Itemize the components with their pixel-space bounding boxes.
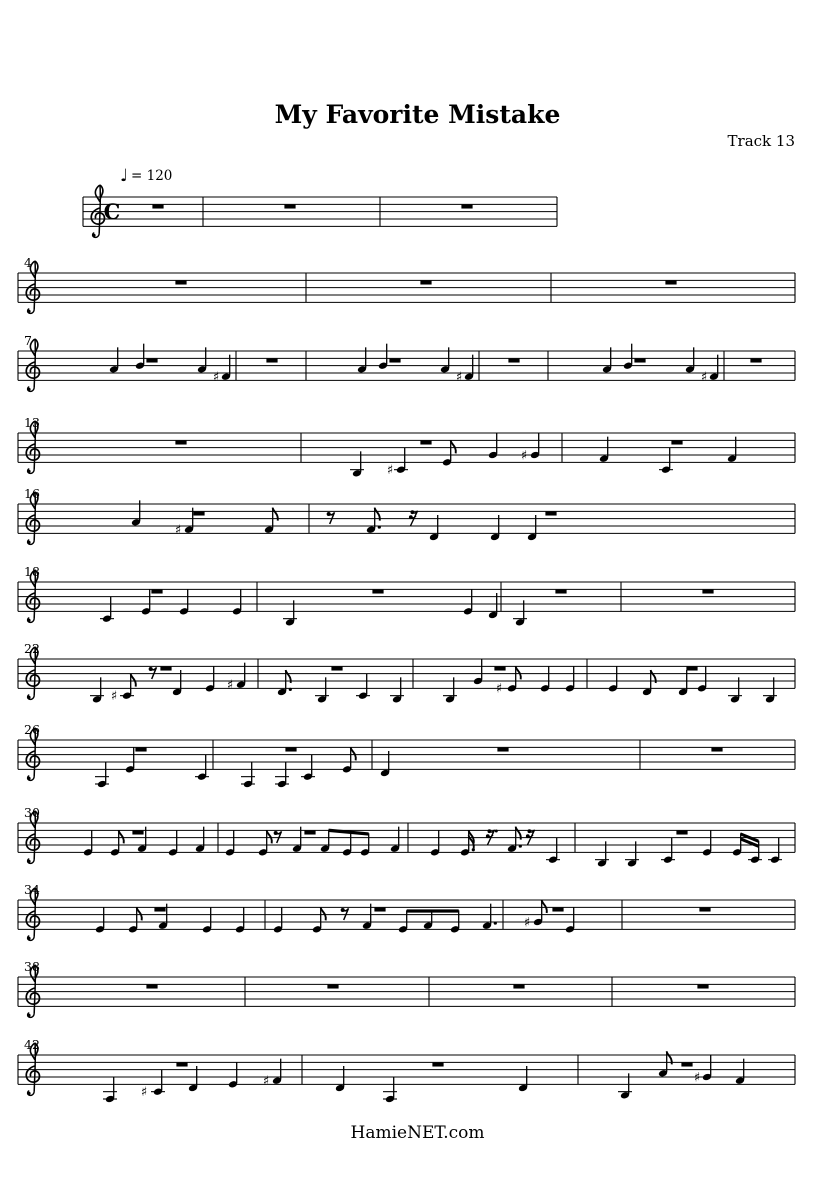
measure-number: 7 [24,333,32,348]
tempo-value: = 120 [131,168,173,184]
sharp-icon: ♯ [520,448,528,464]
measure-number: 4 [24,255,32,270]
staff-system [18,959,795,1017]
measure-number: 34 [24,882,40,897]
page-title: My Favorite Mistake [274,100,561,129]
track-label: Track 13 [727,132,795,150]
measure-number: 22 [24,641,40,656]
sharp-icon: ♯ [693,1070,701,1086]
staff-system [18,1037,795,1103]
sharp-icon: ♯ [140,1084,148,1100]
measure-number: 26 [24,722,40,737]
sharp-icon: ♯ [174,522,182,538]
sharp-icon: ♯ [226,677,234,693]
measure-number: 16 [24,486,40,501]
staff-system [18,564,795,627]
staff-system [18,333,795,391]
measure-number: 18 [24,564,40,579]
staff-system [18,486,795,544]
sharp-icon: ♯ [455,369,463,385]
sharp-icon: ♯ [386,462,394,478]
measure-number: 13 [24,415,40,430]
staff-system [18,415,795,478]
quarter-note-icon: ♩ [120,166,129,186]
measure-number: 38 [24,959,40,974]
sharp-icon: ♯ [523,915,531,931]
staff-system [83,185,557,237]
staff-system [18,722,795,788]
sharp-icon: ♯ [110,688,118,704]
staff-system [18,882,795,940]
staff-system [18,255,795,313]
sharp-icon: ♯ [262,1073,270,1089]
time-signature: C [103,198,121,224]
sharp-icon: ♯ [700,369,708,385]
measure-number: 42 [24,1037,40,1052]
measure-number: 30 [24,805,40,820]
footer-site-label: HamieNET.com [350,1123,485,1143]
sharp-icon: ♯ [212,369,220,385]
staff-system [18,805,795,868]
staff-system [18,641,795,704]
sharp-icon: ♯ [495,681,503,697]
